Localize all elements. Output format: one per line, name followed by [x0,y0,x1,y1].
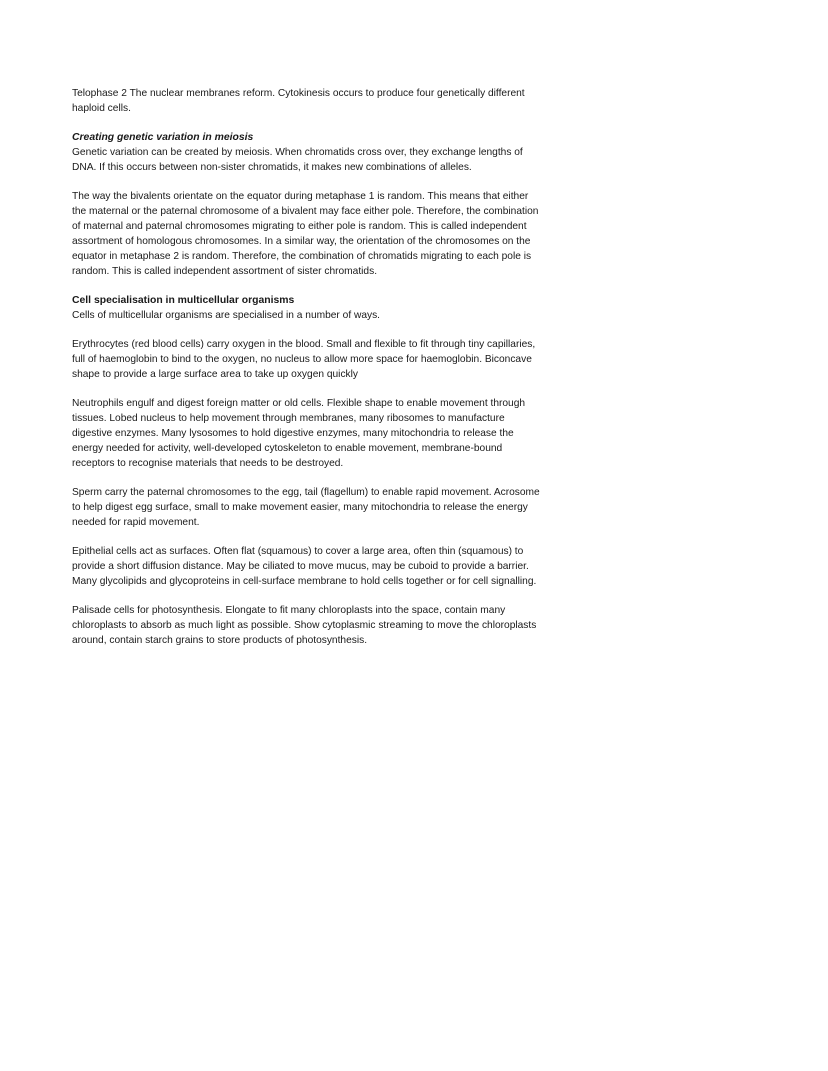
sperm-paragraph: Sperm carry the paternal chromosomes to the egg, tail (flagellum) to enable rapid movement. Acrosome to help digest egg surface, small to make movement easier, many mitochondria to release the energy needed for rapid movement. [72,487,540,528]
neutrophils-paragraph: Neutrophils engulf and digest foreign matter or old cells. Flexible shape to enable movement through tissues. Lobed nucleus to help movement through membranes, many ribosomes to manufacture digestive enzymes. Many lysosomes to hold digestive enzymes, many mitochondria to release the energy needed for activity, well-developed cytoskeleton to enable movement, membrane-bound receptors to recognise materials that needs to be destroyed. [72,398,526,469]
cell-specialisation-section [72,293,542,323]
telophase-paragraph: Telophase 2 The nuclear membranes reform. Cytokinesis occurs to produce four genetically different haploid cells. [72,88,525,114]
erythrocytes-paragraph: Erythrocytes (red blood cells) carry oxygen in the blood. Small and flexible to fit through tiny capillaries, full of haemoglobin to bind to the oxygen, no nucleus to allow more space for haemoglobin. Biconcave shape to provide a large surface area to take up oxygen quickly [72,339,536,380]
genetic-variation-section [72,130,542,175]
genetic-variation-paragraph-2: The way the bivalents orientate on the equator during metaphase 1 is random. This means that either the maternal or the paternal chromosome of a bivalent may face either pole. Therefore, the combination of maternal and paternal chromosomes migrating to either pole is random. This is called independent assortment of homologous chromosomes. In a similar way, the orientation of the chromosomes on the equator in metaphase 2 is random. Therefore, the combination of chromatids migrating to each pole is random. This is called independent assortment of sister chromatids. [72,191,539,277]
palisade-paragraph: Palisade cells for photosynthesis. Elongate to fit many chloroplasts into the space, contain many chloroplasts to absorb as much light as possible. Show cytoplasmic streaming to move the chloroplasts around, contain starch grains to store products of photosynthesis. [72,605,537,646]
genetic-variation-paragraph-1: Genetic variation can be created by meiosis. When chromatids cross over, they exchange lengths of DNA. If this occurs between non-sister chromatids, it makes new combinations of alleles. [72,147,523,173]
genetic-variation-heading: Creating genetic variation in meiosis [72,132,254,143]
epithelial-paragraph: Epithelial cells act as surfaces. Often flat (squamous) to cover a large area, often thin (squamous) to provide a short diffusion distance. May be ciliated to move mucus, may be cuboid to provide a barrier. Many glycolipids and glycoproteins in cell-surface membrane to hold cells together or for cell signalling. [72,546,537,587]
cell-specialisation-intro: Cells of multicellular organisms are specialised in a number of ways. [72,310,381,321]
document-page [72,86,542,662]
cell-specialisation-heading: Cell specialisation in multicellular organisms [72,295,295,306]
